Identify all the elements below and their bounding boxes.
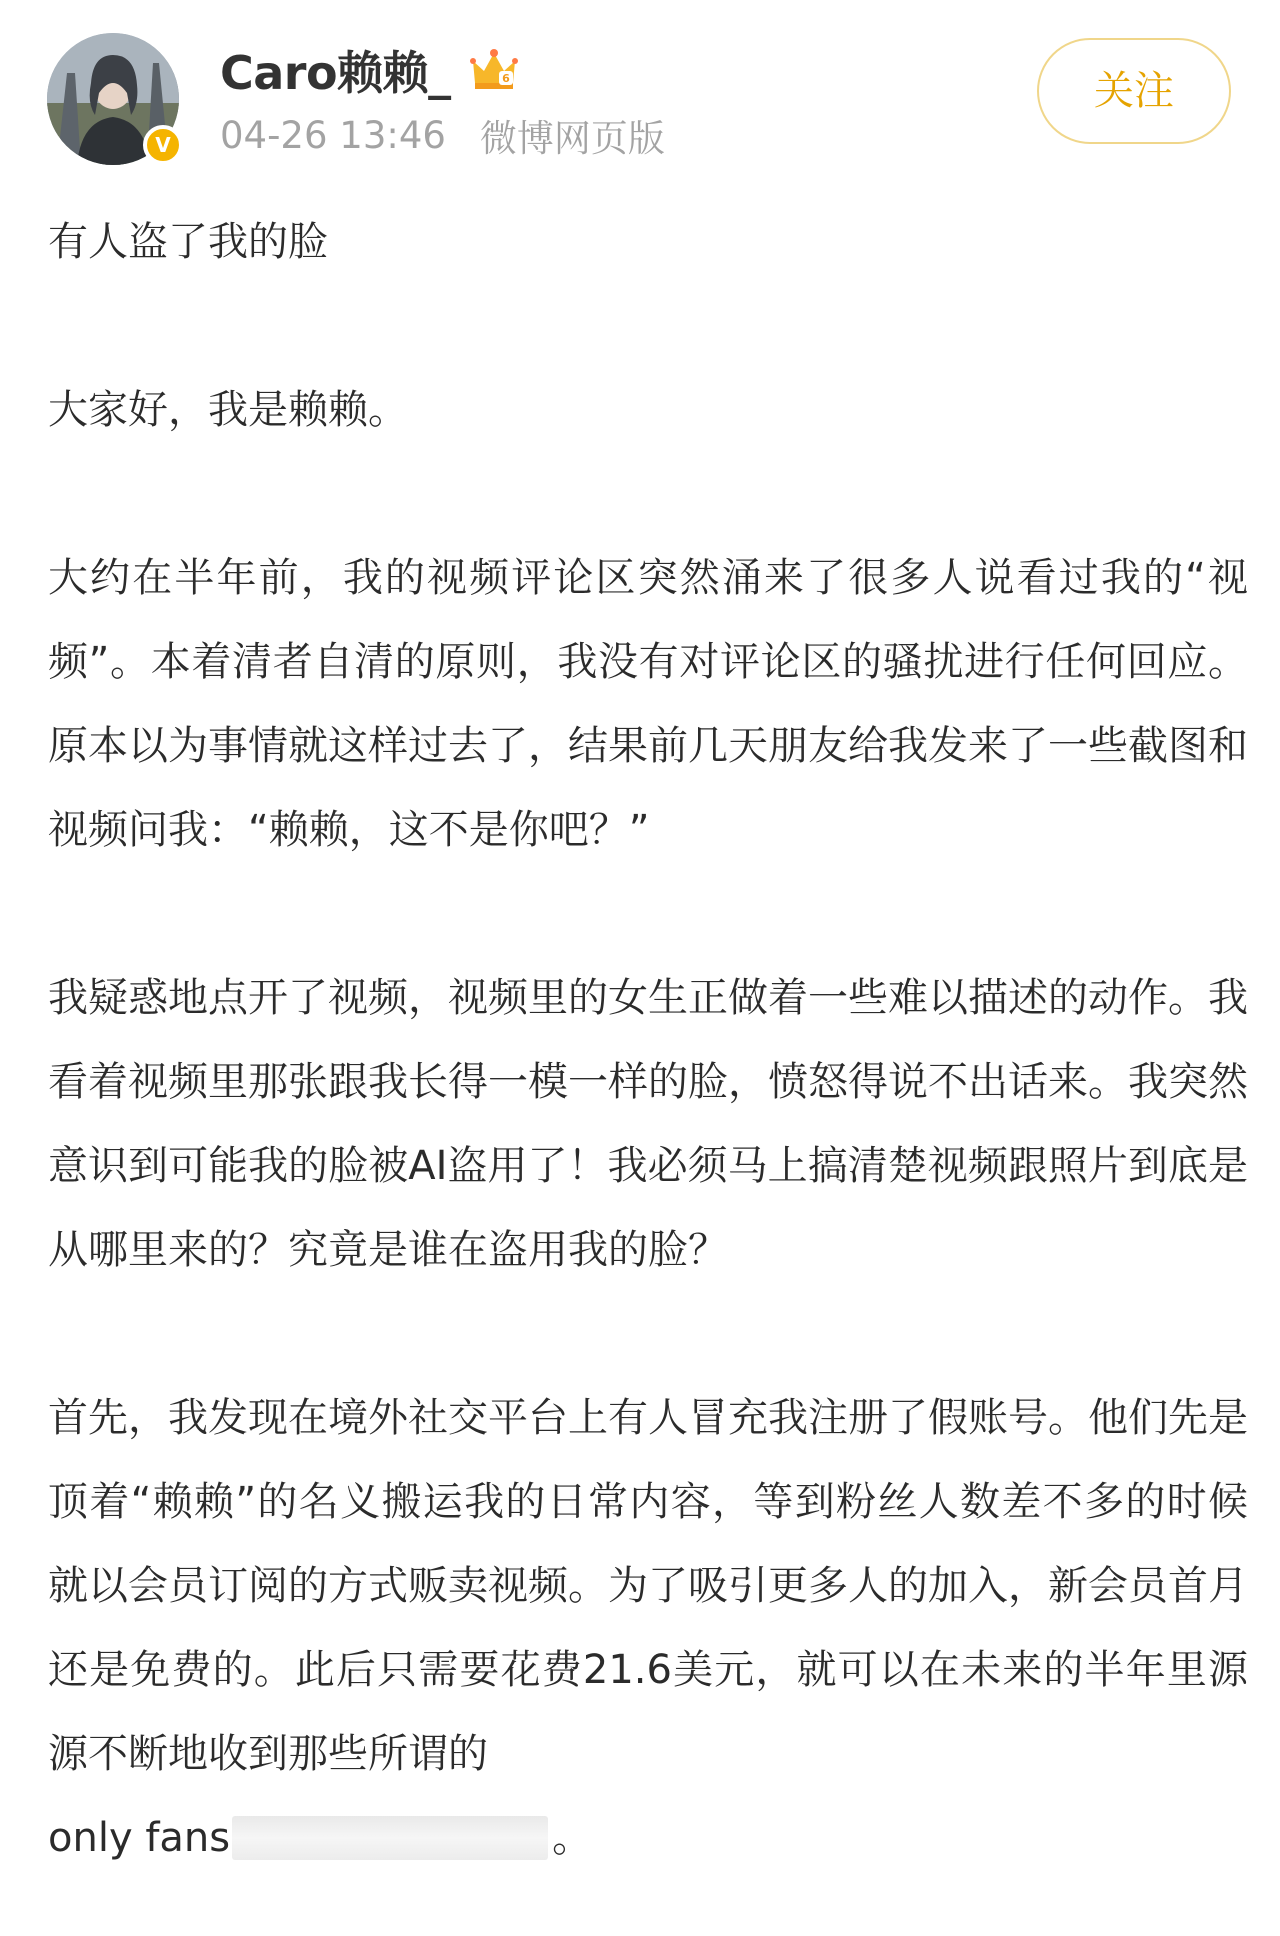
post-paragraph-4: 首先，我发现在境外社交平台上有人冒充我注册了假账号。他们先是顶着“赖赖”的名义搬运我的日常内容，等到粉丝人数差不多的时候就以会员订阅的方式贩卖视频。为了吸引更多人的加入，新会员首月还是免费的。此后只需要花费21.6美元，就可以在未来的半年里源源不断地收到那些所谓的 xyxy=(48,1395,1248,1777)
post-time: 04-26 13:46 xyxy=(220,113,446,157)
last-line-start: only fans xyxy=(48,1815,231,1861)
verified-badge-icon: V xyxy=(143,125,183,165)
post-meta xyxy=(220,110,665,160)
svg-text:6: 6 xyxy=(501,72,510,85)
post-paragraph-2: 大约在半年前，我的视频评论区突然涌来了很多人说看过我的“视频”。本着清者自清的原则，我没有对评论区的骚扰进行任何回应。原本以为事情就这样过去了，结果前几天朋友给我发来了一些截图和视频问我：“赖赖，这不是你吧？” xyxy=(48,555,1248,853)
post-last-line xyxy=(48,1796,1248,1880)
username[interactable]: Caro赖赖_ xyxy=(220,46,451,100)
crown-icon xyxy=(469,45,519,95)
post-title: 有人盗了我的脸 xyxy=(48,219,328,265)
last-line-end: 。 xyxy=(552,1815,593,1861)
username-row xyxy=(220,38,519,102)
post-paragraph-1: 大家好，我是赖赖。 xyxy=(48,387,408,433)
follow-button[interactable]: 关注 xyxy=(1037,38,1231,144)
post-source[interactable]: 微博网页版 xyxy=(479,117,665,160)
post-body xyxy=(48,200,1248,1880)
post-header xyxy=(0,0,1280,190)
avatar[interactable] xyxy=(47,33,179,165)
post-paragraph-3: 我疑惑地点开了视频，视频里的女生正做着一些难以描述的动作。我看着视频里那张跟我长得一模一样的脸，愤怒得说不出话来。我突然意识到可能我的脸被AI盗用了！我必须马上搞清楚视频跟照片到底是从哪里来的？究竟是谁在盗用我的脸？ xyxy=(48,975,1248,1273)
redacted-blur xyxy=(232,1816,548,1860)
